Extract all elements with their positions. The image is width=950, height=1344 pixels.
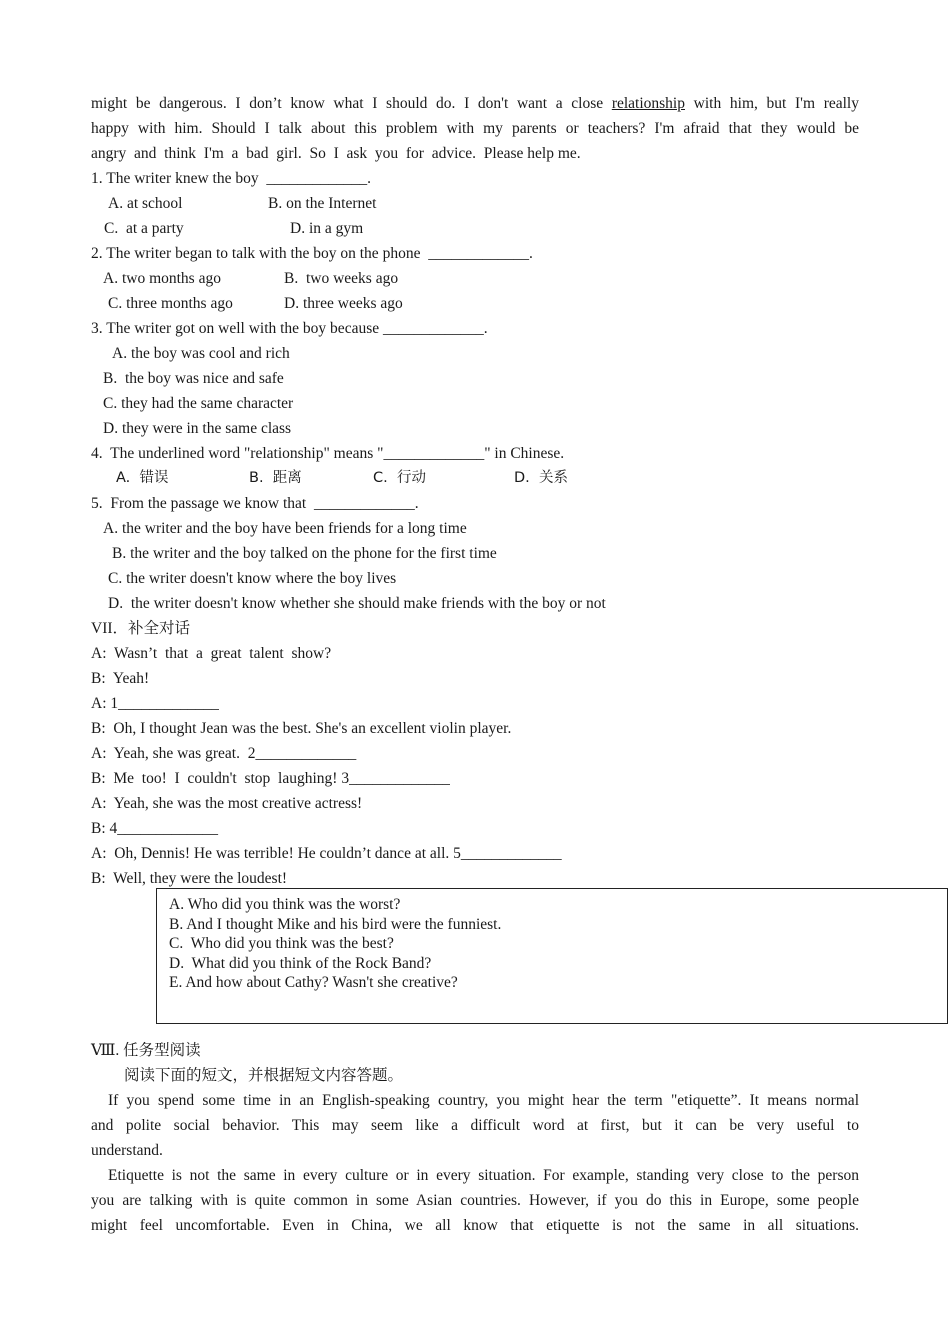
dialogue-line: A: Oh, Dennis! He was terrible! He couldn’t dance at all. 5_____________	[91, 845, 562, 862]
option-b: B. the writer and the boy talked on the phone for the first time	[112, 545, 497, 562]
reading-paragraph-1-line: and polite social behavior. This may seem like a difficult word at first, but it can be very useful to	[91, 1117, 859, 1134]
option-c: C. the writer doesn't know where the boy lives	[108, 570, 397, 587]
question-2-options-row-1	[91, 266, 859, 291]
option-a: A. at school	[108, 195, 183, 212]
option-d: D. 关系	[514, 470, 568, 486]
section-8	[91, 1038, 859, 1238]
option-b: B. on the Internet	[268, 195, 377, 212]
reading-paragraph-2-line: might feel uncomfortable. Even in China, we all know that etiquette is not the same in all situations.	[91, 1217, 859, 1234]
passage-line-2: happy with him. Should I talk about this problem with my parents or teachers? I'm afraid that they would be	[91, 120, 859, 137]
dialogue-option: D. What did you think of the Rock Band?	[169, 954, 432, 972]
option-a: A. 错误	[116, 470, 169, 486]
dialogue-option: C. Who did you think was the best?	[169, 935, 394, 952]
dialogue-line: B: Well, they were the loudest!	[91, 870, 288, 887]
dialogue-options-box	[156, 888, 948, 1024]
reading-paragraph-1-line: understand.	[91, 1142, 163, 1159]
question-1-options-row-1	[91, 191, 859, 216]
option-d: D. they were in the same class	[103, 420, 292, 437]
section-8-instruction: 阅读下面的短文，并根据短文内容答题。	[124, 1067, 404, 1084]
dialogue-option: E. And how about Cathy? Wasn't she creative?	[169, 974, 458, 991]
option-d: D. three weeks ago	[284, 295, 403, 312]
question-1-stem: 1. The writer knew the boy _____________.	[91, 170, 371, 187]
question-2-stem: 2. The writer began to talk with the boy on the phone _____________.	[91, 245, 533, 262]
question-2-options-row-2	[91, 291, 859, 316]
worksheet-page	[91, 91, 859, 891]
section-7-heading: VII．补全对话	[91, 620, 191, 637]
option-a: A. two months ago	[103, 270, 221, 287]
option-b: B. the boy was nice and safe	[103, 370, 284, 387]
option-d: D. the writer doesn't know whether she should make friends with the boy or not	[108, 595, 606, 612]
reading-paragraph-2-line: Etiquette is not the same in every culture or in every situation. For example, standing very close to the person	[108, 1167, 859, 1184]
passage-line-1	[91, 91, 859, 116]
reading-paragraph-2-line: you are talking with is quite common in some Asian countries. However, if you do this in Europe, some people	[91, 1192, 859, 1209]
option-b: B. two weeks ago	[284, 270, 399, 287]
question-5-stem: 5. From the passage we know that _____________.	[91, 495, 419, 512]
dialogue-line: A: Yeah, she was the most creative actress!	[91, 795, 363, 812]
option-c: C. at a party	[104, 220, 184, 237]
reading-paragraph-1-line: If you spend some time in an English-speaking country, you might hear the term "etiquette”. It means normal	[108, 1092, 859, 1109]
dialogue-line: A: 1_____________	[91, 695, 219, 712]
dialogue-option: A. Who did you think was the worst?	[169, 896, 401, 913]
section-8-heading: Ⅷ. 任务型阅读	[91, 1042, 201, 1059]
option-c: C. they had the same character	[103, 395, 294, 412]
question-4-options-row	[91, 466, 859, 491]
option-a: A. the boy was cool and rich	[112, 345, 290, 362]
option-c: C. 行动	[373, 470, 426, 486]
dialogue-line: B: Oh, I thought Jean was the best. She's an excellent violin player.	[91, 720, 512, 737]
dialogue-line: B: Yeah!	[91, 670, 150, 687]
passage-text: with him, but I'm really	[685, 95, 859, 112]
dialogue-line: A: Yeah, she was great. 2_____________	[91, 745, 357, 762]
passage-line-3: angry and think I'm a bad girl. So I ask you for advice. Please help me.	[91, 145, 581, 162]
option-a: A. the writer and the boy have been friends for a long time	[103, 520, 467, 537]
option-c: C. three months ago	[108, 295, 233, 312]
question-3-stem: 3. The writer got on well with the boy because _____________.	[91, 320, 488, 337]
underlined-word-relationship: relationship	[611, 95, 685, 112]
option-b: B. 距离	[249, 470, 302, 486]
option-d: D. in a gym	[290, 220, 364, 237]
dialogue-option: B. And I thought Mike and his bird were the funniest.	[169, 915, 502, 933]
question-4-stem: 4. The underlined word "relationship" means "_____________" in Chinese.	[91, 445, 565, 462]
dialogue-line: A: Wasn’t that a great talent show?	[91, 645, 332, 662]
question-1-options-row-2	[91, 216, 859, 241]
dialogue-line: B: Me too! I couldn't stop laughing! 3_____________	[91, 770, 450, 787]
passage-text: might be dangerous. I don’t know what I should do. I don't want a close	[91, 95, 612, 112]
dialogue-line: B: 4_____________	[91, 820, 219, 837]
